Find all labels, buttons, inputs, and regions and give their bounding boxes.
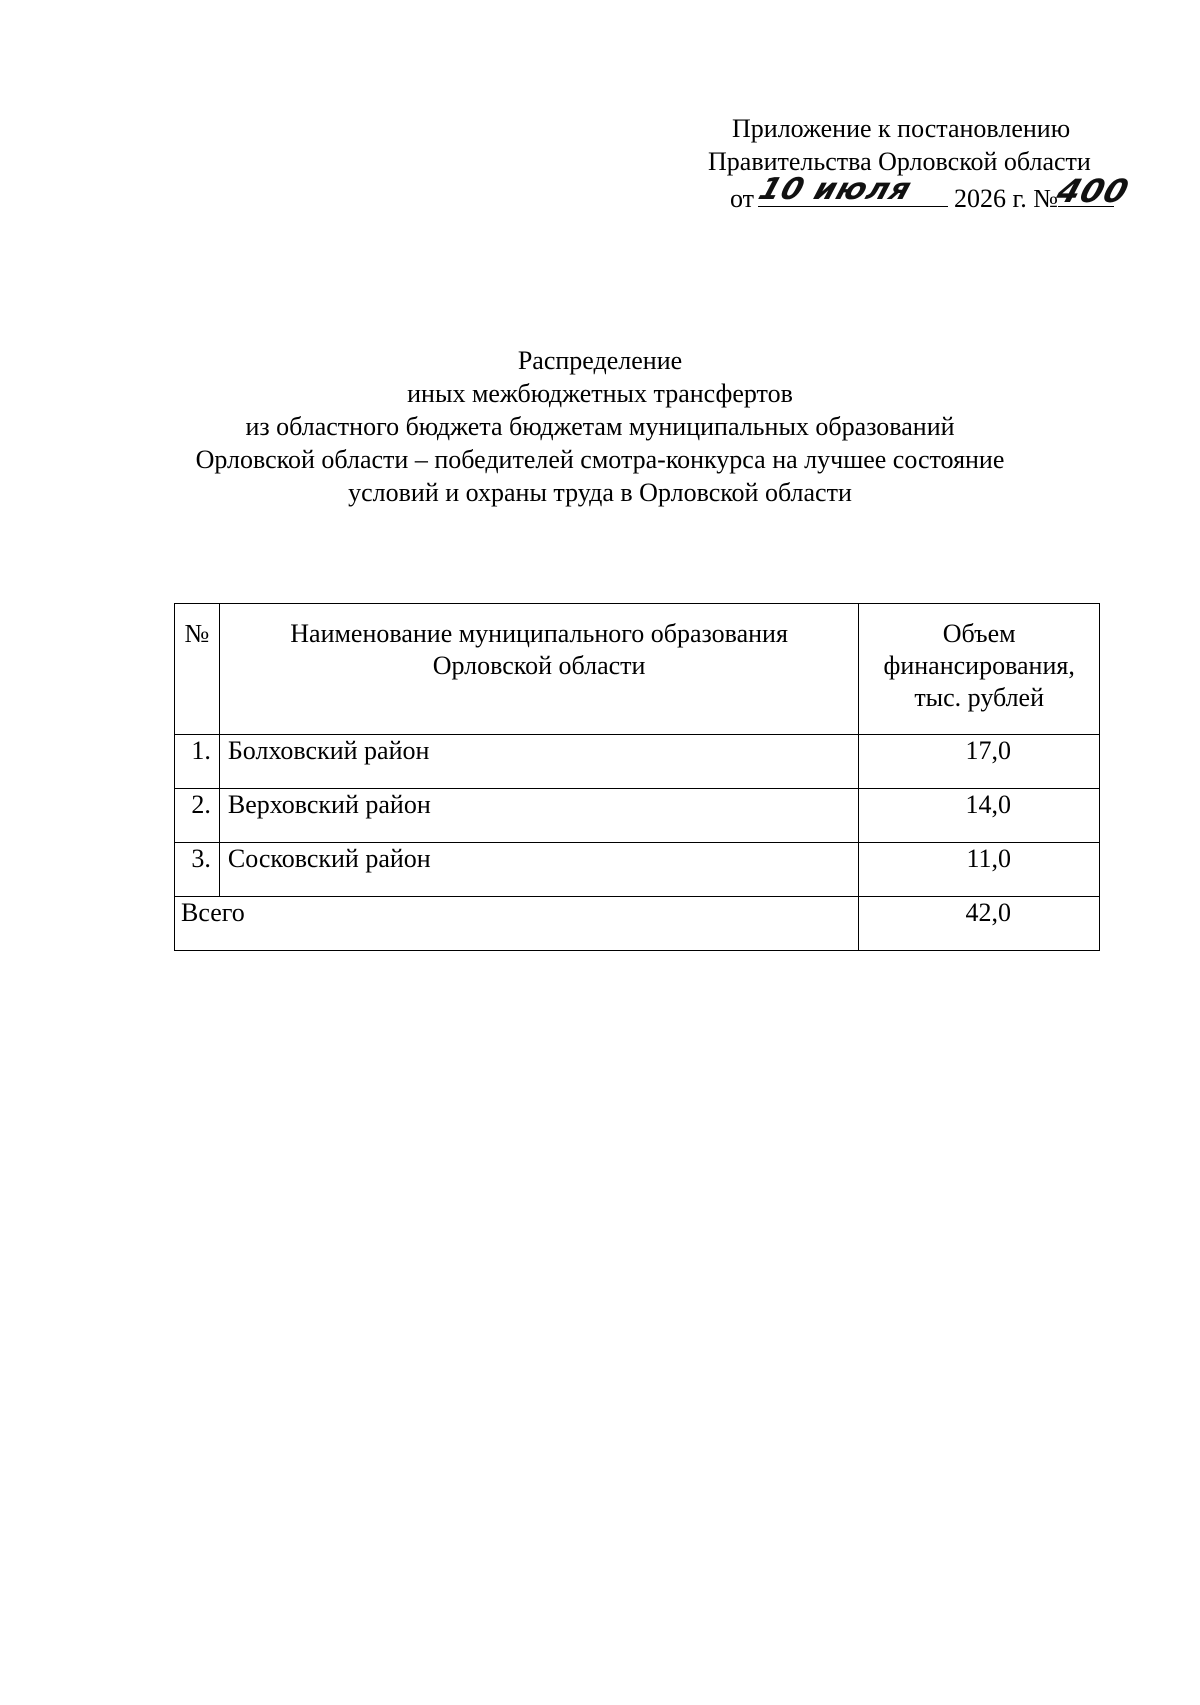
header-value	[859, 604, 1100, 735]
appendix-date-line	[680, 172, 1150, 213]
total-label: Всего	[175, 897, 859, 951]
row-number: 1.	[175, 735, 220, 789]
header-value-line: финансирования,	[883, 651, 1075, 680]
title-line: Распределение	[517, 346, 683, 375]
date-prefix: от	[730, 184, 755, 213]
document-title	[140, 344, 1060, 509]
row-value: 11,0	[859, 843, 1100, 897]
row-name: Верховский район	[219, 789, 858, 843]
table-row	[175, 789, 1100, 843]
row-number: 2.	[175, 789, 220, 843]
header-number: №	[175, 604, 220, 735]
title-line: иных межбюджетных трансфертов	[407, 379, 793, 408]
handwritten-number: 400	[1052, 172, 1135, 210]
header-name	[219, 604, 858, 735]
date-field	[754, 172, 948, 207]
distribution-table	[174, 603, 1100, 951]
header-name-line: Наименование муниципального образования	[290, 619, 788, 648]
row-name: Болховский район	[219, 735, 858, 789]
appendix-line-1: Приложение к постановлению	[732, 114, 1071, 143]
total-row	[175, 897, 1100, 951]
appendix-line-2: Правительства Орловской области	[708, 147, 1091, 176]
table-header-row	[175, 604, 1100, 735]
year-text: 2026 г. №	[954, 184, 1059, 213]
number-field	[1052, 172, 1135, 210]
handwritten-date: 10 июля	[754, 172, 917, 207]
title-line: из областного бюджета бюджетам муниципальных образований	[245, 412, 955, 441]
appendix-header	[680, 112, 1150, 212]
table-row	[175, 735, 1100, 789]
header-value-line: Объем	[942, 619, 1016, 648]
header-value-line: тыс. рублей	[914, 683, 1045, 712]
row-name: Сосковский район	[219, 843, 858, 897]
header-name-line: Орловской области	[432, 651, 646, 680]
title-line: Орловской области – победителей смотра-конкурса на лучшее состояние	[195, 445, 1005, 474]
row-number: 3.	[175, 843, 220, 897]
row-value: 14,0	[859, 789, 1100, 843]
table-row	[175, 843, 1100, 897]
title-line: условий и охраны труда в Орловской области	[348, 478, 852, 507]
total-value: 42,0	[859, 897, 1100, 951]
row-value: 17,0	[859, 735, 1100, 789]
